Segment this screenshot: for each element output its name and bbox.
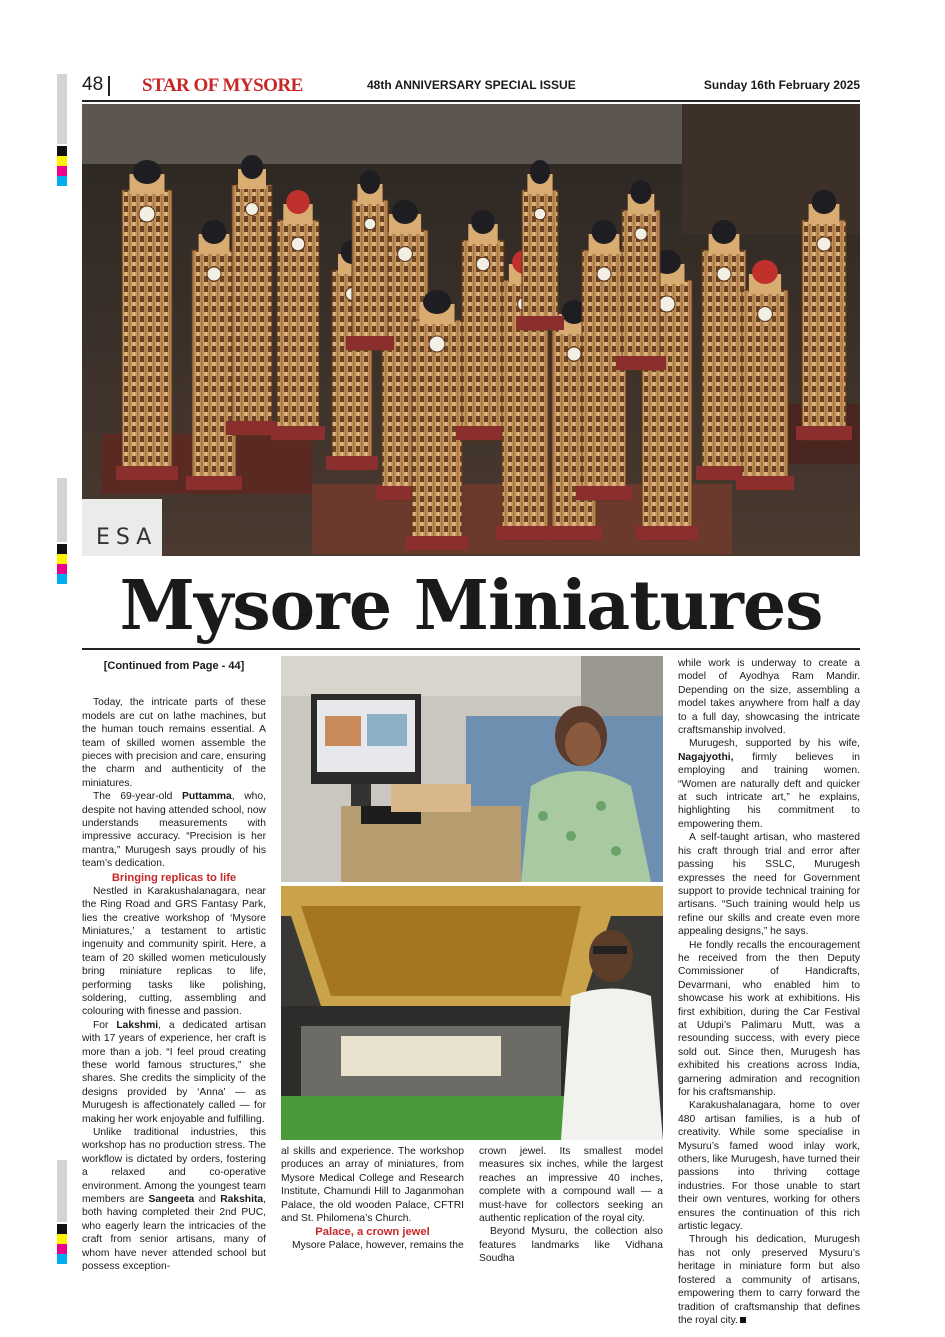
esa-sign-text: ESA (96, 525, 158, 550)
paragraph: A self-taught artisan, who mastered his craft through trial and error after passing his SSLC, Murugesh expresses the need for Government support to provide technical training for artisans. “Such training would help us refine our skills and create even more appealing designs,” he says. (678, 832, 860, 938)
paragraph: He fondly recalls the encouragement he received from the then Deputy Commissioner of Handicrafts, Devarmani, who enabled him to showcase his work at exhibitions. His first exhibition, during the Car Festival at Udupi’s Palimaru Mutt, was a resounding success, with every piece sold out. Since then, Murugesh has exhibited his creations across India, garnering admiration and recognition for his craftsmanship. (678, 939, 860, 1098)
subheading-palace-crown-jewel: Palace, a crown jewel (315, 1226, 430, 1239)
paragraph: crown jewel. Its smallest model measures six inches, while the largest reaches an impressive 40 inches, complete with a compound wall — a must-have for collectors seeking an authentic replication of the royal city. (479, 1146, 663, 1225)
article-column-1 (82, 660, 266, 1273)
article-column-2 (281, 1145, 464, 1253)
continued-from-label: [Continued from Page - 44] (103, 660, 245, 672)
paragraph: For Lakshmi, a dedicated artisan with 17 years of experience, her craft is more than a job. “I feel proud creating these world famous structures,” she shares. She credits the simplicity of the designs provided by ‘Anna’ — as Murugesh is affectionately called — for making her work enjoyable and fulfilling. (82, 1019, 267, 1125)
subheading-bringing-replicas: Bringing replicas to life (111, 871, 237, 884)
tower-model (271, 190, 325, 440)
paragraph: Nestled in Karakushalanagara, near the Ring Road and GRS Fantasy Park, lies the creative workshop of ‘Mysore Miniatures,’ a testament to artistic ingenuity and community spirit. Here, a team of 20 skilled women meticulously bring miniature replicas to life, performing tasks like polishing, soldering, cutting, assembling and colouring with finesse and passion. (82, 885, 266, 1018)
issue-title: 48th ANNIVERSARY SPECIAL ISSUE (367, 78, 576, 92)
main-photo-clock-tower-miniatures (82, 104, 860, 556)
paragraph: The 69-year-old Puttamma, who, despite not having attended school, now understands measurements with impressive accuracy. “Precision is her mantra,” Murugesh says proudly of his team’s dedication. (82, 791, 266, 870)
photo-man-at-laser-machine (281, 886, 663, 1140)
paragraph: Mysore Palace, however, remains the (292, 1240, 464, 1252)
masthead: STAR OF MYSORE (142, 75, 303, 96)
paragraph: while work is underway to create a model of Ayodhya Ram Mandir. Depending on the size, assembling a model takes anywhere from half a day to a full day, showcasing the intricate craftsmanship involved. (678, 658, 860, 737)
headline-rule (82, 648, 860, 650)
article-column-3 (479, 1145, 663, 1266)
color-registration-marks-top (57, 146, 67, 186)
header-separator (108, 76, 110, 96)
paragraph: Through his dedication, Murugesh has not only preserved Mysuru’s heritage in miniature form but also fostered a community of artisans, empowering them to carry forward the tradition of craftsmanship that defines the royal city. (678, 1234, 860, 1326)
paragraph: Unlike traditional industries, this workshop has no production stress. The workflow is dictated by orders, fostering a relaxed and co-operative environment. Among the youngest team members are Sangeeta and Rakshita, both having completed their 2nd PUC, who eagerly learn the intricacies of the craft from senior artisans, many of whom have never attended school but possess exception- (82, 1127, 266, 1273)
tower-model (226, 155, 278, 435)
paragraph: Murugesh, supported by his wife, Nagajyothi, firmly believes in employing and training women. “Women are naturally deft and quicker at such intricate art,” he explains, highlighting his commitment to empowering them. (678, 738, 860, 830)
article-column-4 (678, 657, 860, 1327)
tower-model (736, 260, 794, 490)
margin-grey-bar-middle (57, 478, 67, 542)
paragraph: Karakushalanagara, home to over 480 artisan families, is a hub of creativity. While some specialise in Mysuru’s famed wood inlay work, others, like Murugesh, have turned their passions into thriving cottage industries. For those unable to start their own ventures, working for others ensures the continuation of this rich artistic legacy. (678, 1100, 860, 1233)
tower-model (116, 160, 178, 480)
color-registration-marks-bottom (57, 1224, 67, 1264)
headline: Mysore Miniatures (119, 566, 823, 646)
end-of-story-mark (740, 1317, 746, 1323)
margin-grey-bar-top (57, 74, 67, 144)
photo-woman-at-computer (281, 656, 663, 882)
issue-date: Sunday 16th February 2025 (703, 78, 860, 92)
paragraph: Beyond Mysuru, the collection also features landmarks like Vidhana Soudha (479, 1226, 663, 1265)
tower-model (796, 190, 852, 440)
margin-grey-bar-bottom (57, 1160, 67, 1222)
color-registration-marks-middle (57, 544, 67, 584)
tower-model (406, 290, 468, 550)
page-number: 48 (82, 74, 104, 95)
paragraph: Today, the intricate parts of these models are cut on lathe machines, but the human touch remains essential. A team of skilled women assemble the pieces with precision and care, ensuring the charm and authenticity of the miniatures. (82, 697, 266, 789)
paragraph: al skills and experience. The workshop produces an array of miniatures, from Mysore Medical College and Research Institute, Chamundi Hill to Jaganmohan Palace, the old wooden Palace, CFTRI and St. Philomena’s Church. (281, 1146, 464, 1225)
page-header (82, 74, 860, 102)
